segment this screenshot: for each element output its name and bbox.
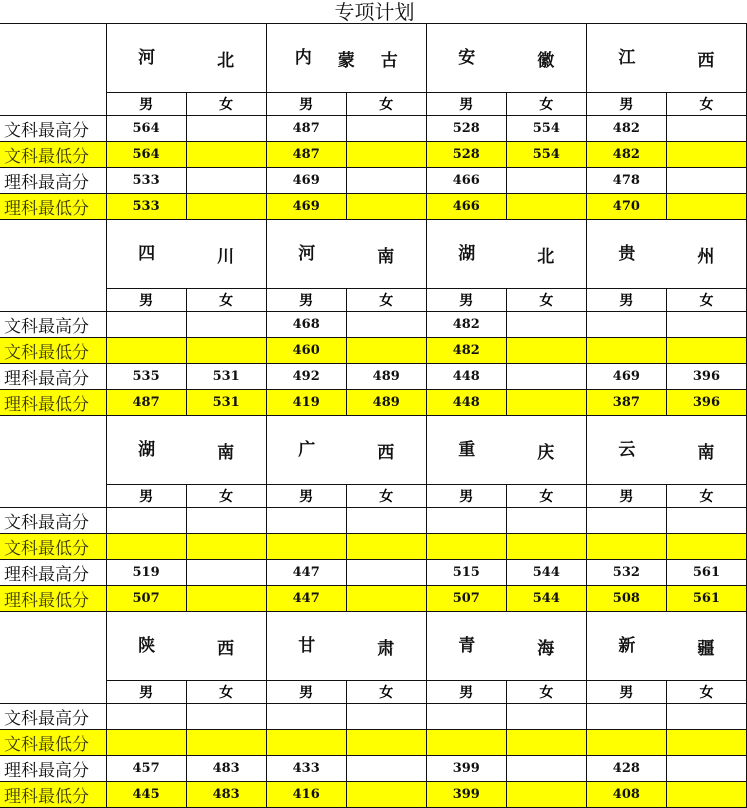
male-header: 男 — [586, 289, 666, 312]
male-header: 男 — [106, 289, 186, 312]
sex-header-row — [0, 93, 747, 116]
province-name — [266, 612, 426, 681]
province-header-row — [0, 24, 747, 93]
score-male: 466 — [426, 194, 506, 220]
score-male — [586, 704, 666, 730]
score-female — [346, 704, 426, 730]
score-female — [506, 730, 586, 756]
score-female — [666, 704, 746, 730]
score-female — [346, 142, 426, 168]
province-char: 徽 — [537, 50, 555, 71]
table-row — [0, 364, 747, 390]
sex-header-row — [0, 289, 747, 312]
female-header: 女 — [506, 681, 586, 704]
row-label: 文科最高分 — [0, 312, 106, 338]
province-char: 南 — [377, 246, 395, 267]
score-male: 448 — [426, 390, 506, 416]
row-label: 文科最高分 — [0, 116, 106, 142]
score-male: 433 — [266, 756, 346, 782]
province-char: 川 — [217, 246, 235, 267]
province-char: 广 — [298, 439, 316, 460]
female-header: 女 — [666, 485, 746, 508]
score-female — [346, 116, 426, 142]
province-name — [106, 24, 266, 93]
female-header: 女 — [186, 93, 266, 116]
score-female: 489 — [346, 364, 426, 390]
row-label: 理科最高分 — [0, 560, 106, 586]
score-male: 528 — [426, 142, 506, 168]
score-female — [186, 338, 266, 364]
province-char: 新 — [618, 635, 636, 656]
male-header: 男 — [106, 681, 186, 704]
score-male — [426, 704, 506, 730]
province-char: 北 — [217, 50, 235, 71]
score-female — [666, 338, 746, 364]
score-male: 487 — [266, 116, 346, 142]
score-female — [346, 560, 426, 586]
score-male: 469 — [266, 168, 346, 194]
province-name — [106, 612, 266, 681]
score-female — [346, 782, 426, 808]
score-female — [186, 730, 266, 756]
male-header: 男 — [426, 289, 506, 312]
score-male — [266, 704, 346, 730]
row-label: 文科最高分 — [0, 704, 106, 730]
province-char: 湖 — [138, 439, 156, 460]
score-female: 531 — [186, 364, 266, 390]
score-male: 457 — [106, 756, 186, 782]
score-female — [666, 312, 746, 338]
score-male: 469 — [266, 194, 346, 220]
sex-header-row — [0, 681, 747, 704]
score-female — [186, 560, 266, 586]
table-row — [0, 704, 747, 730]
female-header: 女 — [506, 289, 586, 312]
score-male — [106, 508, 186, 534]
male-header: 男 — [106, 93, 186, 116]
score-female — [506, 508, 586, 534]
province-char: 安 — [458, 47, 476, 68]
score-male — [266, 730, 346, 756]
table-row — [0, 312, 747, 338]
row-label: 理科最高分 — [0, 756, 106, 782]
province-name — [586, 612, 746, 681]
score-male: 492 — [266, 364, 346, 390]
row-label: 文科最高分 — [0, 508, 106, 534]
province-name — [266, 220, 426, 289]
score-female — [346, 194, 426, 220]
score-male — [426, 534, 506, 560]
male-header: 男 — [266, 485, 346, 508]
score-male: 533 — [106, 168, 186, 194]
score-male: 416 — [266, 782, 346, 808]
score-male — [106, 534, 186, 560]
province-char: 内 — [294, 47, 312, 68]
score-male: 482 — [586, 116, 666, 142]
score-male — [426, 508, 506, 534]
province-char: 湖 — [458, 243, 476, 264]
table-row — [0, 168, 747, 194]
score-male: 482 — [586, 142, 666, 168]
score-female — [186, 586, 266, 612]
score-male: 535 — [106, 364, 186, 390]
female-header: 女 — [506, 93, 586, 116]
score-female: 483 — [186, 782, 266, 808]
table-row — [0, 534, 747, 560]
score-female — [666, 508, 746, 534]
male-header: 男 — [426, 681, 506, 704]
province-char: 蒙 — [337, 50, 355, 71]
score-female — [346, 534, 426, 560]
score-female — [666, 730, 746, 756]
score-female — [346, 312, 426, 338]
row-label: 文科最低分 — [0, 534, 106, 560]
province-name — [266, 24, 426, 93]
score-male — [106, 338, 186, 364]
score-female — [346, 508, 426, 534]
province-name — [586, 24, 746, 93]
corner-cell — [0, 416, 106, 508]
score-table — [0, 23, 747, 808]
score-male: 528 — [426, 116, 506, 142]
province-char: 州 — [697, 246, 715, 267]
score-female — [186, 508, 266, 534]
table-row — [0, 730, 747, 756]
score-male — [586, 534, 666, 560]
score-male — [586, 338, 666, 364]
score-male: 532 — [586, 560, 666, 586]
province-char: 青 — [458, 635, 476, 656]
row-label: 文科最低分 — [0, 338, 106, 364]
score-female — [666, 168, 746, 194]
score-female — [666, 756, 746, 782]
score-male: 448 — [426, 364, 506, 390]
score-female: 561 — [666, 560, 746, 586]
score-male: 507 — [426, 586, 506, 612]
province-char: 西 — [217, 638, 235, 659]
province-name — [426, 416, 586, 485]
score-female: 554 — [506, 116, 586, 142]
score-female — [506, 756, 586, 782]
male-header: 男 — [266, 93, 346, 116]
province-char: 南 — [697, 442, 715, 463]
score-female: 489 — [346, 390, 426, 416]
score-male — [106, 704, 186, 730]
score-male: 564 — [106, 116, 186, 142]
female-header: 女 — [666, 289, 746, 312]
province-char: 贵 — [618, 243, 636, 264]
score-male — [106, 312, 186, 338]
score-male: 470 — [586, 194, 666, 220]
score-male: 564 — [106, 142, 186, 168]
province-name — [426, 220, 586, 289]
score-male — [426, 730, 506, 756]
score-male: 533 — [106, 194, 186, 220]
score-female — [186, 116, 266, 142]
score-female: 544 — [506, 560, 586, 586]
female-header: 女 — [506, 485, 586, 508]
corner-cell — [0, 24, 106, 116]
province-char: 河 — [298, 243, 316, 264]
province-char: 海 — [537, 638, 555, 659]
province-char: 江 — [618, 47, 636, 68]
sheet-title: 专项计划 — [334, 0, 415, 24]
province-char: 河 — [138, 47, 156, 68]
row-label: 理科最低分 — [0, 782, 106, 808]
score-male: 419 — [266, 390, 346, 416]
score-male: 482 — [426, 312, 506, 338]
province-header-row — [0, 220, 747, 289]
score-male — [586, 730, 666, 756]
table-row — [0, 194, 747, 220]
table-row — [0, 116, 747, 142]
score-male: 468 — [266, 312, 346, 338]
table-row — [0, 390, 747, 416]
province-char: 云 — [618, 439, 636, 460]
female-header: 女 — [346, 289, 426, 312]
score-male: 519 — [106, 560, 186, 586]
score-female: 544 — [506, 586, 586, 612]
table-row — [0, 560, 747, 586]
score-female — [506, 704, 586, 730]
score-female — [506, 312, 586, 338]
province-char: 疆 — [697, 638, 715, 659]
male-header: 男 — [426, 485, 506, 508]
province-char: 西 — [697, 50, 715, 71]
score-male: 482 — [426, 338, 506, 364]
female-header: 女 — [666, 681, 746, 704]
score-female — [346, 586, 426, 612]
table-row — [0, 782, 747, 808]
province-name — [266, 416, 426, 485]
province-name — [426, 612, 586, 681]
score-female — [506, 338, 586, 364]
male-header: 男 — [586, 681, 666, 704]
score-male: 399 — [426, 782, 506, 808]
score-male: 487 — [106, 390, 186, 416]
table-row — [0, 142, 747, 168]
score-female: 396 — [666, 364, 746, 390]
province-char: 四 — [138, 243, 156, 264]
row-label: 理科最低分 — [0, 194, 106, 220]
female-header: 女 — [346, 93, 426, 116]
row-label: 文科最低分 — [0, 142, 106, 168]
score-female — [666, 142, 746, 168]
score-male: 428 — [586, 756, 666, 782]
male-header: 男 — [426, 93, 506, 116]
score-female: 554 — [506, 142, 586, 168]
score-male: 445 — [106, 782, 186, 808]
male-header: 男 — [106, 485, 186, 508]
score-male — [586, 312, 666, 338]
row-label: 理科最高分 — [0, 168, 106, 194]
table-row — [0, 338, 747, 364]
score-female — [186, 534, 266, 560]
score-female — [186, 312, 266, 338]
score-female — [186, 142, 266, 168]
score-male — [586, 508, 666, 534]
score-male: 408 — [586, 782, 666, 808]
score-female — [346, 338, 426, 364]
sex-header-row — [0, 485, 747, 508]
score-male: 387 — [586, 390, 666, 416]
score-female: 483 — [186, 756, 266, 782]
female-header: 女 — [346, 681, 426, 704]
female-header: 女 — [666, 93, 746, 116]
corner-cell — [0, 612, 106, 704]
province-header-row — [0, 612, 747, 681]
province-char: 古 — [380, 50, 398, 71]
province-header-row — [0, 416, 747, 485]
province-char: 肃 — [377, 638, 395, 659]
province-name — [586, 220, 746, 289]
score-male: 447 — [266, 560, 346, 586]
table-row — [0, 508, 747, 534]
score-female: 396 — [666, 390, 746, 416]
province-name — [426, 24, 586, 93]
province-char: 陕 — [138, 635, 156, 656]
score-male: 447 — [266, 586, 346, 612]
score-male: 508 — [586, 586, 666, 612]
province-name — [106, 416, 266, 485]
score-male — [266, 534, 346, 560]
score-female: 531 — [186, 390, 266, 416]
province-char: 南 — [217, 442, 235, 463]
score-female — [346, 756, 426, 782]
score-female — [186, 168, 266, 194]
score-male: 466 — [426, 168, 506, 194]
score-male: 507 — [106, 586, 186, 612]
score-male: 478 — [586, 168, 666, 194]
score-male: 469 — [586, 364, 666, 390]
female-header: 女 — [186, 681, 266, 704]
table-row — [0, 586, 747, 612]
row-label: 理科最高分 — [0, 364, 106, 390]
male-header: 男 — [266, 289, 346, 312]
score-female — [666, 116, 746, 142]
score-female: 561 — [666, 586, 746, 612]
score-female — [666, 194, 746, 220]
score-male: 487 — [266, 142, 346, 168]
province-name — [586, 416, 746, 485]
score-female — [506, 364, 586, 390]
province-char: 甘 — [298, 635, 316, 656]
score-female — [506, 782, 586, 808]
score-male: 515 — [426, 560, 506, 586]
score-female — [506, 390, 586, 416]
province-char: 北 — [537, 246, 555, 267]
row-label: 理科最低分 — [0, 586, 106, 612]
score-male: 399 — [426, 756, 506, 782]
score-female — [506, 194, 586, 220]
province-char: 西 — [377, 442, 395, 463]
score-female — [666, 782, 746, 808]
female-header: 女 — [346, 485, 426, 508]
score-male — [106, 730, 186, 756]
score-female — [346, 168, 426, 194]
male-header: 男 — [586, 485, 666, 508]
corner-cell — [0, 220, 106, 312]
province-char: 重 — [458, 439, 476, 460]
row-label: 理科最低分 — [0, 390, 106, 416]
row-label: 文科最低分 — [0, 730, 106, 756]
score-female — [506, 168, 586, 194]
score-male — [266, 508, 346, 534]
score-female — [186, 194, 266, 220]
female-header: 女 — [186, 485, 266, 508]
score-female — [506, 534, 586, 560]
province-name — [106, 220, 266, 289]
male-header: 男 — [586, 93, 666, 116]
score-female — [666, 534, 746, 560]
province-char: 庆 — [537, 442, 555, 463]
score-female — [186, 704, 266, 730]
female-header: 女 — [186, 289, 266, 312]
male-header: 男 — [266, 681, 346, 704]
score-male: 460 — [266, 338, 346, 364]
table-row — [0, 756, 747, 782]
score-female — [346, 730, 426, 756]
